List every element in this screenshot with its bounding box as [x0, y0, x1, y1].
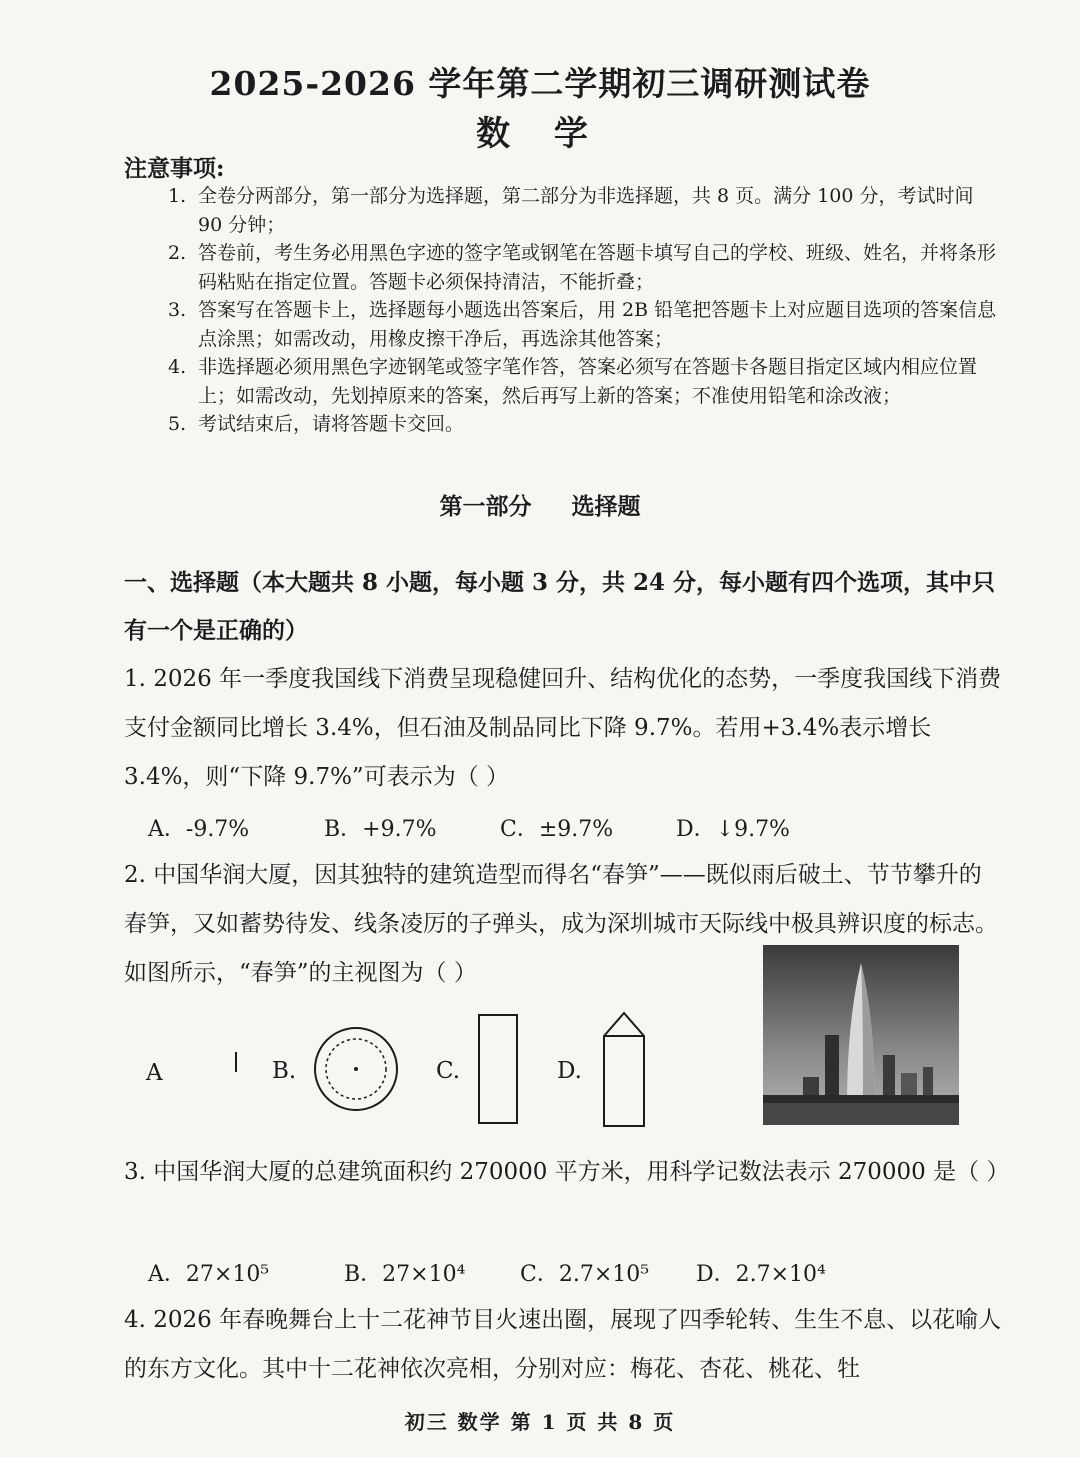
- notice-item-text: 考试结束后，请将答题卡交回。: [198, 413, 465, 435]
- option-c: C．2.7×10⁵: [520, 1262, 650, 1287]
- question-3-options: [148, 1257, 872, 1288]
- question-1-text: 1. 2026 年一季度我国线下消费呈现稳健回升、结构优化的态势，一季度我国线下消费支付金额同比增长 3.4%，但石油及制品同比下降 9.7%。若用+3.4%表示增长 3.4%，则“下降 9.7%”可表示为（ ）: [124, 666, 1002, 790]
- part-one-type: 选择题: [571, 493, 641, 520]
- notice-item: [168, 410, 998, 439]
- figure-option-b-label: B.: [272, 1058, 297, 1084]
- option-a: A．27×10⁵: [148, 1262, 270, 1287]
- building-photo: [763, 945, 959, 1125]
- notice-item-text: 答案写在答题卡上，选择题每小题选出答案后，用 2B 铅笔把答题卡上对应题目选项的答案信息点涂黑；如需改动，用橡皮擦干净后，再选涂其他答案；: [198, 299, 997, 350]
- notice-item-number: 3.: [168, 299, 187, 321]
- figure-option-a-label: A: [146, 1060, 163, 1086]
- question-2-body: 2. 中国华润大厦，因其独特的建筑造型而得名“春笋”——既似雨后破土、节节攀升的春笋，又如蓄势待发、线条凌厉的子弹头，成为深圳城市天际线中极具辨识度的标志。如图所示，“春笋”的主视图为（ ）: [124, 862, 998, 986]
- figure-option-c-label: C.: [436, 1058, 461, 1084]
- figure-option-a-mark: [228, 1050, 244, 1078]
- exam-title: 2025-2026 学年第二学期初三调研测试卷: [209, 64, 871, 103]
- part-one-label: 第一部分: [439, 493, 532, 520]
- concentric-circles-figure: [312, 1025, 400, 1113]
- option-d: D．↓9.7%: [676, 817, 790, 842]
- option-a: A．-9.7%: [148, 817, 250, 842]
- question-4-text: 4. 2026 年春晚舞台上十二花神节目火速出圈，展现了四季轮转、生生不息、以花喻人的东方文化。其中十二花神依次亮相，分别对应：梅花、杏花、桃花、牡: [124, 1307, 1002, 1382]
- option-c: C．±9.7%: [500, 817, 614, 842]
- exam-subject: 数 学: [476, 114, 604, 154]
- option-b: B．27×10⁴: [344, 1262, 466, 1287]
- notice-list: [168, 182, 998, 439]
- rectangle-figure: [476, 1012, 520, 1126]
- notice-item-number: 5.: [168, 413, 187, 435]
- building-photo-illustration: [763, 945, 959, 1125]
- notice-item-text: 全卷分两部分，第一部分为选择题，第二部分为非选择题，共 8 页。满分 100 分，考试时间 90 分钟；: [198, 185, 974, 236]
- figure-option-d-label: D.: [557, 1058, 582, 1084]
- page-footer: 初三 数学 第 1 页 共 8 页: [404, 1410, 676, 1434]
- question-1-options: [148, 812, 852, 843]
- option-d: D．2.7×10⁴: [696, 1262, 826, 1287]
- notice-item: [168, 353, 998, 410]
- notice-heading: 注意事项:: [124, 155, 225, 182]
- notice-item: [168, 296, 998, 353]
- notice-item-text: 非选择题必须用黑色字迹钢笔或签字笔作答，答案必须写在答题卡各题目指定区域内相应位置上；如需改动，先划掉原来的答案，然后再写上新的答案；不准使用铅笔和涂改液；: [198, 356, 978, 407]
- option-b: B．+9.7%: [324, 817, 437, 842]
- notice-item-text: 答卷前，考生务必用黑色字迹的签字笔或钢笔在答题卡填写自己的学校、班级、姓名，并将条形码粘贴在指定位置。答题卡必须保持清洁，不能折叠；: [198, 242, 997, 293]
- notice-item: [168, 239, 998, 296]
- notice-item-number: 4.: [168, 356, 187, 378]
- pointed-prism-figure: [600, 1010, 648, 1130]
- question-3-text: 3. 中国华润大厦的总建筑面积约 270000 平方米，用科学记数法表示 270000 是（ ）: [124, 1159, 1010, 1185]
- part-one-heading: [0, 488, 1080, 521]
- section-one-heading: 一、选择题（本大题共 8 小题，每小题 3 分，共 24 分，每小题有四个选项，其中只有一个是正确的）: [124, 569, 996, 644]
- notice-item-number: 1.: [168, 185, 187, 207]
- notice-item-number: 2.: [168, 242, 187, 264]
- notice-item: [168, 182, 998, 239]
